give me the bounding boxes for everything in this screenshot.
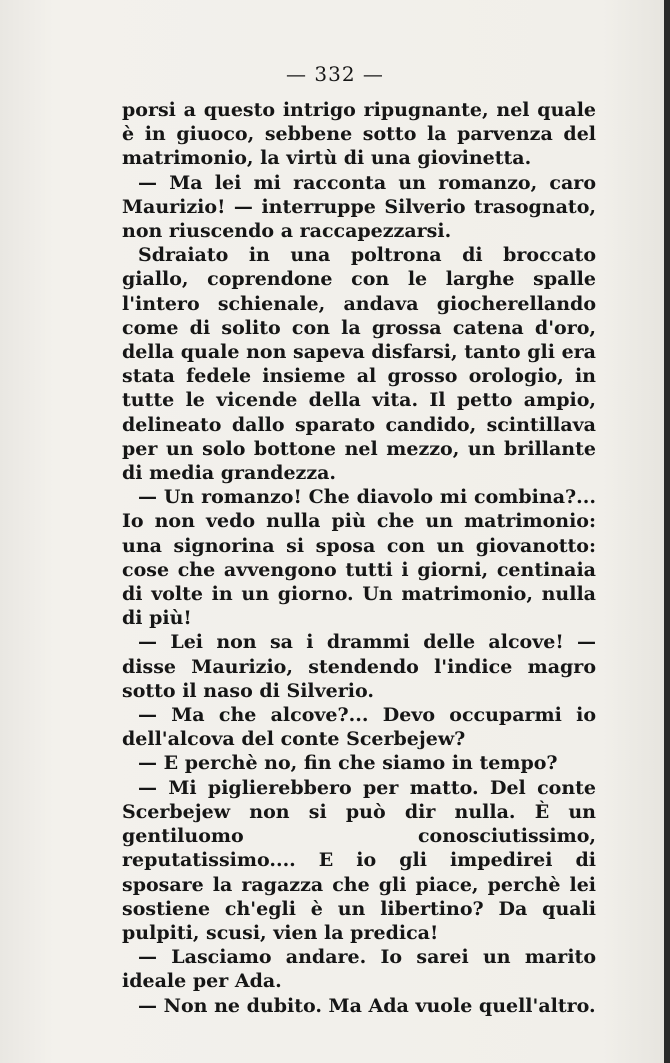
paragraph-3: Sdraiato in una poltrona di broccato giallo, coprendone con le larghe spalle l'intero schienale, andava giocherellando come di solito con la grossa catena d'oro, della quale non sapeva disfarsi, tanto gli era stata fedele insieme al grosso orologio, in tutte le vicende della vita. Il petto ampio, delineato dallo sparato candido, scintillava per un solo bottone nel mezzo, un brillante di media grandezza. bbox=[122, 244, 596, 485]
paragraph-1: porsi a questo intrigo ripugnante, nel quale è in giuoco, sebbene sotto la parvenza del matrimonio, la virtù di una giovinetta. bbox=[122, 99, 596, 170]
body-text bbox=[122, 98, 596, 1018]
page-number: — 332 — bbox=[286, 62, 384, 86]
paragraph-5: — Lei non sa i drammi delle alcove! — disse Maurizio, stendendo l'indice magro sotto il naso di Silverio. bbox=[122, 631, 596, 702]
paragraph-6: — Ma che alcove?... Devo occuparmi io dell'alcova del conte Scerbejew? bbox=[122, 704, 596, 751]
paragraph-2: — Ma lei mi racconta un romanzo, caro Maurizio! — interruppe Silverio trasognato, non riuscendo a raccapezzarsi. bbox=[122, 171, 596, 243]
paragraph-8: — Mi piglierebbero per matto. Del conte Scerbejew non si può dir nulla. È un gentiluomo conosciutissimo, reputatissimo.... E io gli impedirei di sposare la ragazza che gli piace, perchè lei sostiene ch'egli è un libertino? Da quali pulpiti, scusi, vien la predica! bbox=[122, 776, 596, 944]
paragraph-7: — E perchè no, fin che siamo in tempo? bbox=[138, 752, 558, 775]
paragraph-9: — Lasciamo andare. Io sarei un marito ideale per Ada. bbox=[122, 946, 596, 993]
paragraph-10: — Non ne dubito. Ma Ada vuole quell'altro. bbox=[138, 994, 596, 1017]
paragraph-4: — Un romanzo! Che diavolo mi combina?... Io non vedo nulla più che un matrimonio: una signorina si sposa con un giovanotto: cose che avvengono tutti i giorni, centinaia di volte in un giorno. Un matrimonio, nulla di più! bbox=[122, 486, 596, 630]
page-edge-shadow bbox=[664, 0, 670, 1063]
